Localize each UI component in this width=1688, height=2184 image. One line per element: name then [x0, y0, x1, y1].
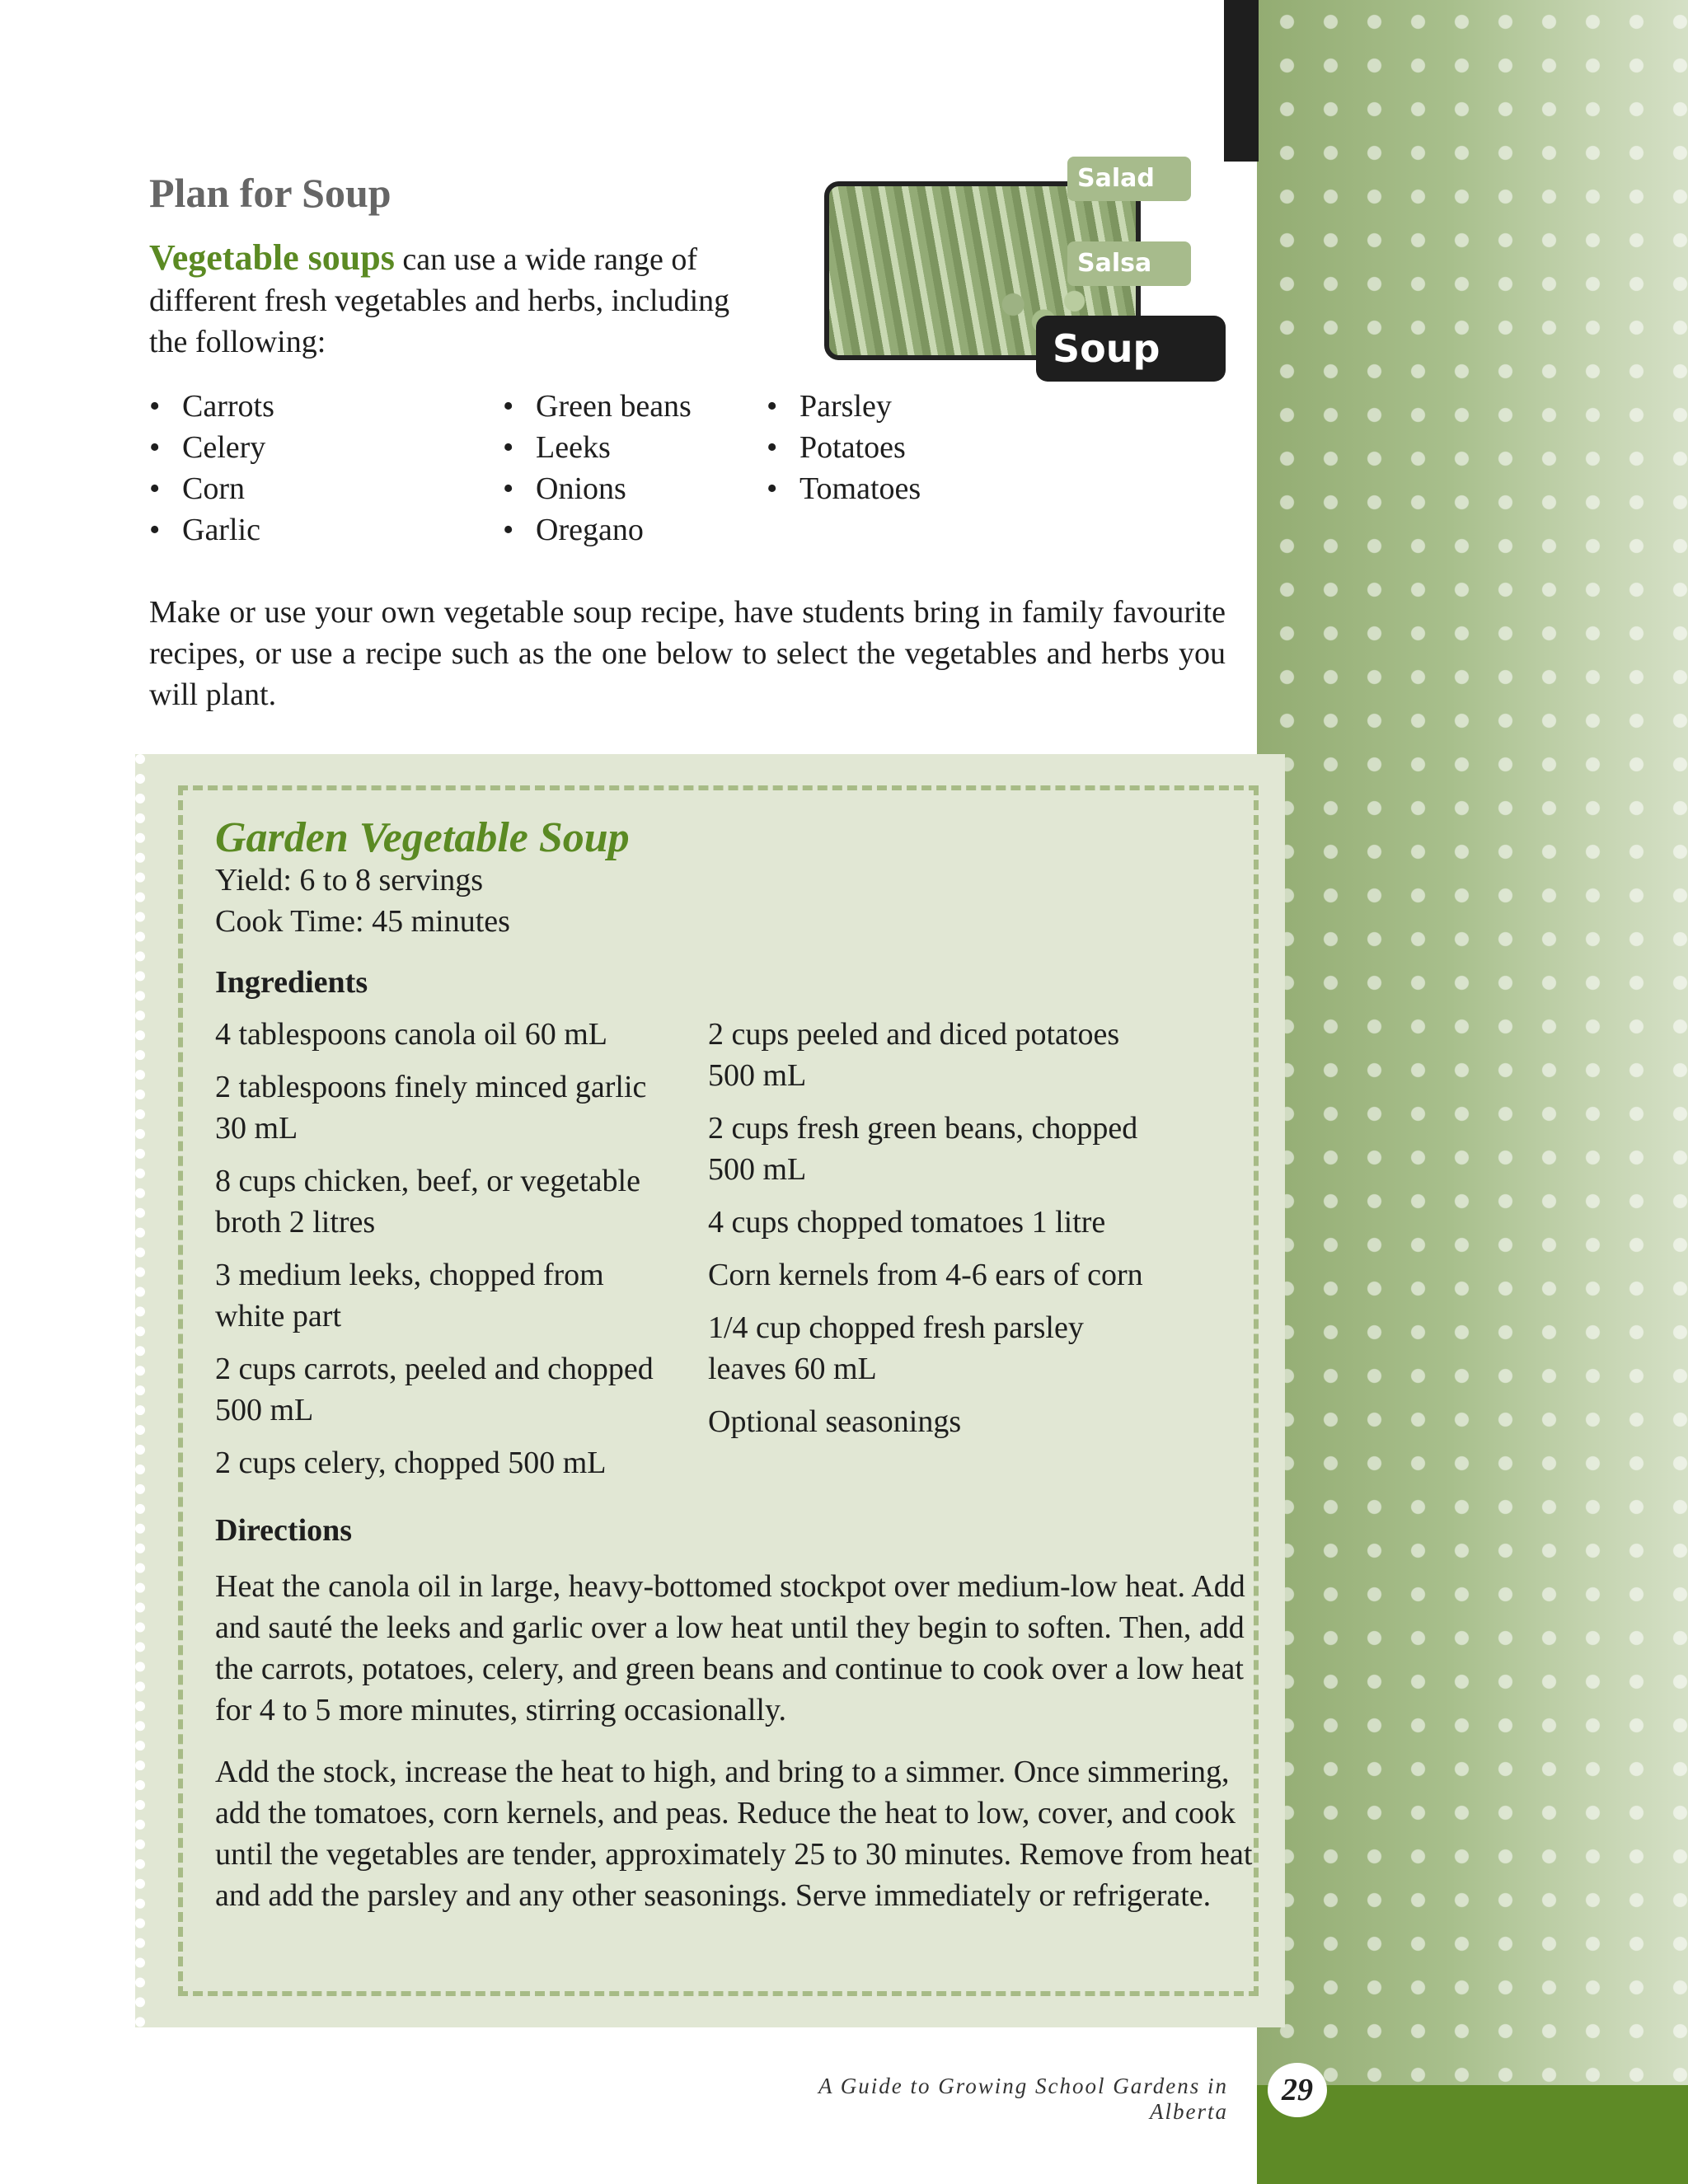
instruction-paragraph: Make or use your own vegetable soup recipe, have students bring in family favourite recipes, or use a recipe such as the one below to select the vegetables and herbs you will plant.	[149, 595, 1226, 712]
section-marker-tab	[1224, 0, 1259, 162]
list-item: Optional seasonings	[708, 1404, 962, 1439]
intro-lead: Vegetable soups	[149, 237, 395, 278]
direction-step: Add the stock, increase the heat to high, and bring to a simmer. Once simmering, add the tomatoes, corn kernels, and peas. Reduce the heat to low, cover, and cook until the vegetables are tender, approximately 25 to 30 minutes. Remove from heat and add the parsley and any other seasonings. Serve immediately or refrigerate.	[215, 1755, 1253, 1913]
list-item: 2 cups carrots, peeled and chopped 500 mL	[215, 1352, 654, 1427]
list-item: • Tomatoes	[767, 468, 921, 509]
page-heading: Plan for Soup	[149, 170, 392, 216]
list-item: • Onions	[503, 468, 692, 509]
list-item: 2 cups fresh green beans, chopped 500 mL	[708, 1111, 1138, 1187]
vegetable-list-col1	[149, 386, 274, 551]
list-item: • Corn	[149, 468, 274, 509]
category-tab-soup: Soup	[1036, 316, 1226, 382]
list-item: • Oregano	[503, 509, 692, 551]
list-item: • Celery	[149, 427, 274, 468]
list-item: 2 cups peeled and diced potatoes 500 mL	[708, 1017, 1120, 1093]
direction-step: Heat the canola oil in large, heavy-bottomed stockpot over medium-low heat. Add and sauté the leeks and garlic over a low heat until they begin to soften. Then, add the carrots, potatoes, celery, and green beans and continue to cook over a low heat for 4 to 5 more minutes, stirring occasionally.	[215, 1569, 1245, 1727]
ingredients-list-left	[215, 1014, 677, 1495]
page-number: 29	[1268, 2063, 1327, 2117]
category-graphic	[824, 157, 1228, 387]
intro-text	[149, 237, 759, 363]
category-tab-salad: Salad	[1067, 157, 1191, 201]
list-item: 2 tablespoons finely minced garlic 30 mL	[215, 1070, 647, 1146]
footer-guide-title: A Guide to Growing School Gardens in Alberta	[818, 2074, 1228, 2124]
list-item: 4 tablespoons canola oil 60 mL	[215, 1017, 607, 1052]
list-item: • Parsley	[767, 386, 921, 427]
recipe-title: Garden Vegetable Soup	[215, 814, 630, 861]
list-item: • Green beans	[503, 386, 692, 427]
recipe-card	[135, 754, 1285, 2027]
decorative-leaf-panel	[1257, 0, 1688, 2184]
list-item: • Leeks	[503, 427, 692, 468]
category-tab-salsa: Salsa	[1067, 241, 1191, 286]
list-item: 4 cups chopped tomatoes 1 litre	[708, 1205, 1106, 1240]
recipe-meta	[215, 860, 510, 942]
list-item: • Carrots	[149, 386, 274, 427]
recipe-cook-time: Cook Time: 45 minutes	[215, 904, 510, 939]
ingredients-heading: Ingredients	[215, 965, 368, 1000]
list-item: 2 cups celery, chopped 500 mL	[215, 1446, 607, 1480]
ingredients-list-right	[708, 1014, 1170, 1454]
vegetable-list-col2	[503, 386, 692, 551]
list-item: 3 medium leeks, chopped from white part	[215, 1258, 604, 1333]
list-item: 8 cups chicken, beef, or vegetable broth 2 litres	[215, 1164, 640, 1240]
directions-heading: Directions	[215, 1513, 353, 1548]
list-item: • Garlic	[149, 509, 274, 551]
vegetable-list-col3	[767, 386, 921, 509]
recipe-yield: Yield: 6 to 8 servings	[215, 863, 484, 898]
intro-rest: can use a wide range of different fresh vegetables and herbs, including the following:	[149, 242, 730, 359]
list-item: • Potatoes	[767, 427, 921, 468]
list-item: 1/4 cup chopped fresh parsley leaves 60 mL	[708, 1310, 1084, 1386]
list-item: Corn kernels from 4-6 ears of corn	[708, 1258, 1143, 1292]
